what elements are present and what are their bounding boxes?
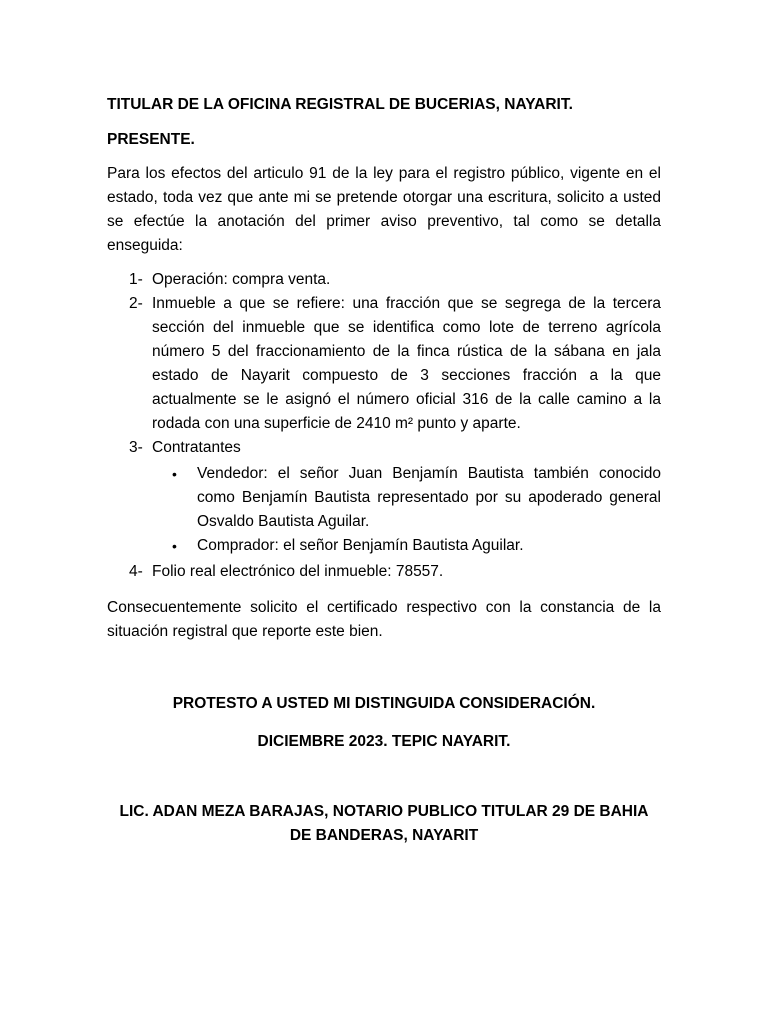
sublist-item-text: Comprador: el señor Benjamín Bautista Aguilar. — [197, 537, 524, 554]
list-item-text: Contratantes — [152, 439, 241, 456]
sublist-item — [152, 534, 661, 558]
list-item — [107, 292, 661, 436]
list-item — [107, 268, 661, 292]
contratantes-sublist — [152, 462, 661, 558]
list-item — [107, 560, 661, 584]
list-item-number: 1- — [129, 271, 143, 288]
list-item-text: Inmueble a que se refiere: una fracción que se segrega de la tercera sección del inmueble que se identifica como lote de terreno agrícola número 5 del fraccionamiento de la finca rústica de la sábana en jala estado de Nayarit compuesto de 3 secciones fracción a la que actualmente se le asignó el número oficial 316 de la calle camino a la rodada con una superficie de 2410 m² punto y aparte. — [152, 295, 661, 432]
sublist-item — [152, 462, 661, 534]
bullet-icon: • — [172, 466, 177, 482]
date-place-line: DICIEMBRE 2023. TEPIC NAYARIT. — [257, 733, 511, 750]
list-item-number: 4- — [129, 563, 143, 580]
list-item-number: 2- — [129, 295, 143, 312]
sublist-item-text: Vendedor: el señor Juan Benjamín Bautista también conocido como Benjamín Bautista representado por su apoderado general Osvaldo Bautista Aguilar. — [197, 465, 661, 530]
protesto-line: PROTESTO A USTED MI DISTINGUIDA CONSIDERACIÓN. — [172, 695, 596, 712]
addressee-heading: TITULAR DE LA OFICINA REGISTRAL DE BUCERIAS, NAYARIT. — [107, 96, 573, 113]
closing-paragraph: Consecuentemente solicito el certificado respectivo con la constancia de la situación registral que reporte este bien. — [107, 599, 661, 640]
greeting-heading: PRESENTE. — [107, 131, 195, 148]
list-item — [107, 436, 661, 558]
bullet-icon: • — [172, 538, 177, 554]
signature-block: LIC. ADAN MEZA BARAJAS, NOTARIO PUBLICO TITULAR 29 DE BAHIA DE BANDERAS, NAYARIT — [119, 803, 649, 844]
list-item-number: 3- — [129, 439, 143, 456]
list-item-text: Operación: compra venta. — [152, 271, 331, 288]
intro-paragraph: Para los efectos del articulo 91 de la ley para el registro público, vigente en el estado, toda vez que ante mi se pretende otorgar una escritura, solicito a usted se efectúe la anotación del primer aviso preventivo, tal como se detalla enseguida: — [107, 165, 661, 254]
request-list — [107, 268, 661, 584]
list-item-text: Folio real electrónico del inmueble: 78557. — [152, 563, 444, 580]
